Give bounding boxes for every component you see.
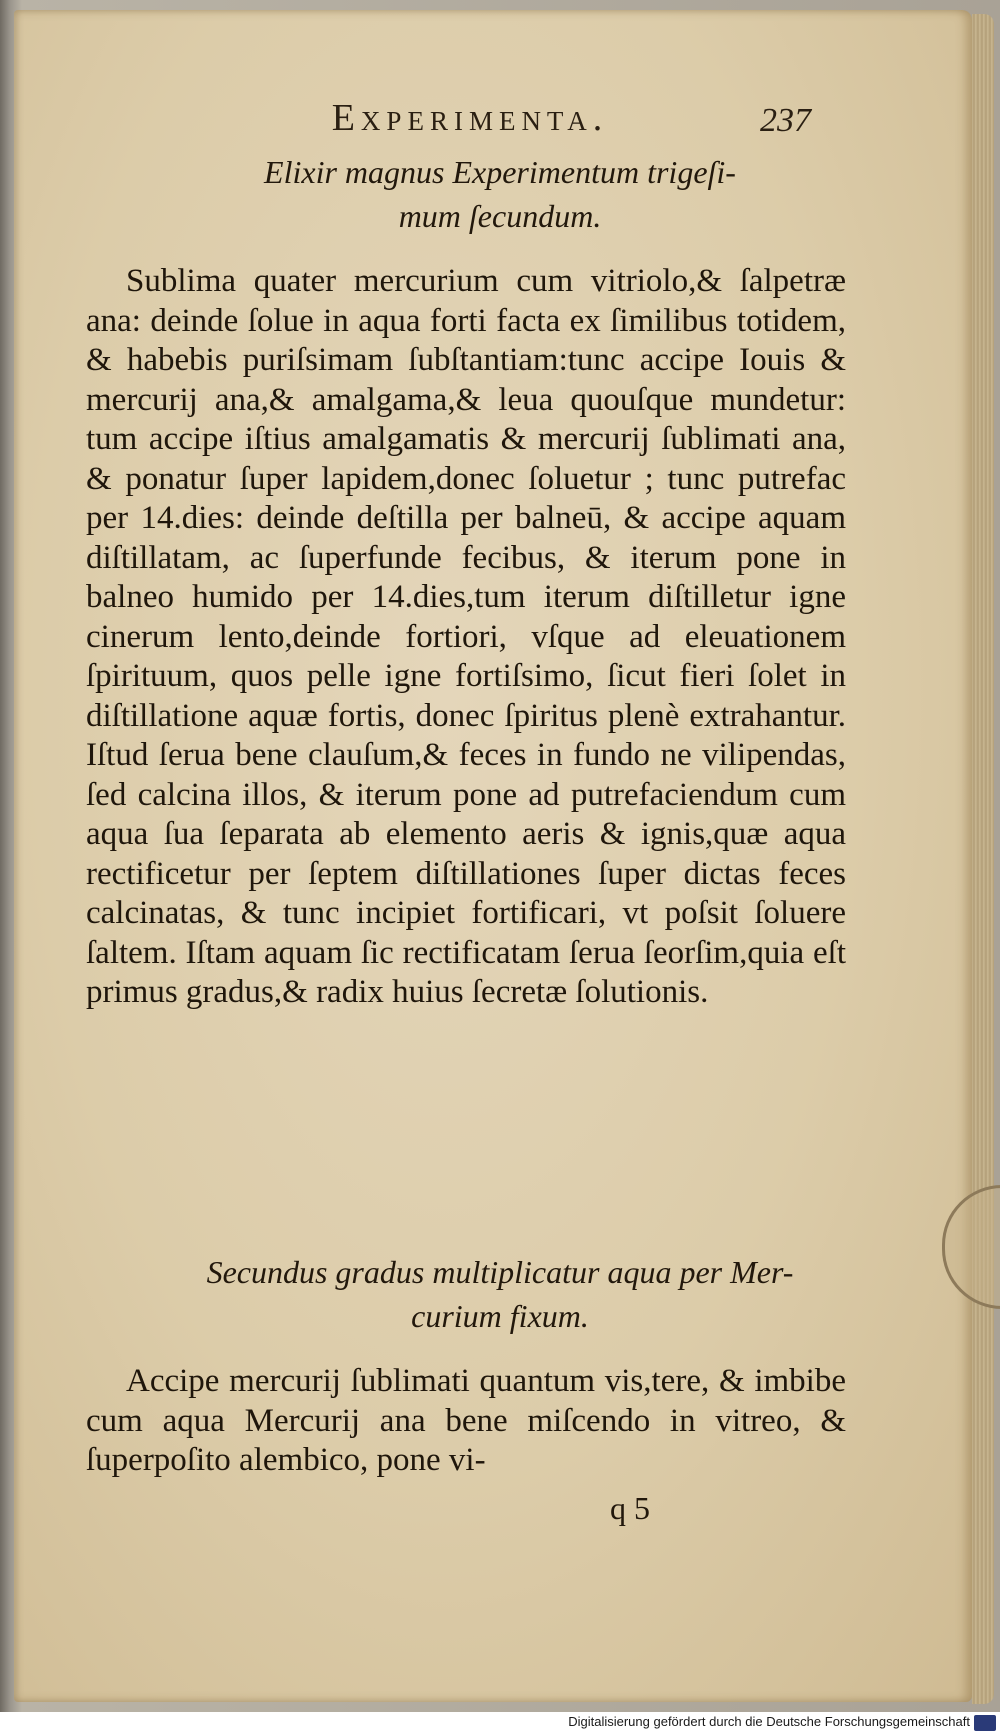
page-fore-edge (972, 14, 994, 1704)
running-title: Experimenta. (331, 97, 609, 139)
heading-2-line-2: curium fixum. (411, 1298, 589, 1334)
heading-1-line-2: mum ſecundum. (398, 198, 602, 234)
body-paragraph-2 (86, 1362, 846, 1481)
paragraph-1-text: Sublima quater mercurium cum vitriolo,& ſalpetræ ana: deinde ſolue in aqua forti facta ex ſimilibus totidem, & habebis puriſsimam ſubſtantiam:tunc accipe Iouis & mercurij ana,& amalgama,& leua quouſque mundetur: tum accipe iſtius amalgamatis & mercurij ſublimati ana, & ponatur ſuper lapidem,donec ſoluetur ; tunc putrefac per 14.dies: deinde deſtilla per balneū, & accipe aquam diſtillatam, ac ſuperfunde fecibus, & iterum pone in balneo humido per 14.dies,tum iterum diſtilletur igne cinerum lento,deinde fortiori, vſque ad eleuationem ſpirituum, quos pelle igne fortiſsimo, ſicut fieri ſolet in diſtillatione aquæ fortis, donec ſpiritus plenè extrahantur. Iſtud ſerua bene clauſum,& feces in fundo ne vilipendas, ſed calcina illos, & iterum pone ad putrefaciendum cum aqua ſua ſeparata ab elemento aeris & ignis,quæ aqua rectificetur per ſeptem diſtillationes ſuper dictas feces calcinatas, & tunc incipiet fortificari, vt poſsit ſoluere ſaltem. Iſtam aquam ſic rectificatam ſerua ſeorſim,quia eſt primus gradus,& radix huius ſecretæ ſolutionis. (86, 263, 846, 1010)
running-head (0, 96, 1000, 140)
section-heading-1 (120, 150, 880, 238)
body-paragraph-1 (86, 262, 846, 1013)
section-heading-2 (120, 1250, 880, 1338)
digitization-footer (0, 1712, 1000, 1735)
dfg-logo-icon (974, 1715, 996, 1731)
paragraph-2-text: Accipe mercurij ſublimati quantum vis,tere, & imbibe cum aqua Mercurij ana bene miſcendo in vitreo, & ſuperpoſito alembico, pone vi- (86, 1363, 846, 1478)
footer-credit: Digitalisierung gefördert durch die Deutsche Forschungsgemeinschaft (568, 1714, 970, 1729)
heading-2-line-1: Secundus gradus multiplicatur aqua per Mer- (206, 1254, 794, 1290)
signature-mark: q 5 (610, 1490, 650, 1526)
heading-1-line-1: Elixir magnus Experimentum trigeſi- (264, 154, 736, 190)
page-number: 237 (760, 102, 811, 139)
